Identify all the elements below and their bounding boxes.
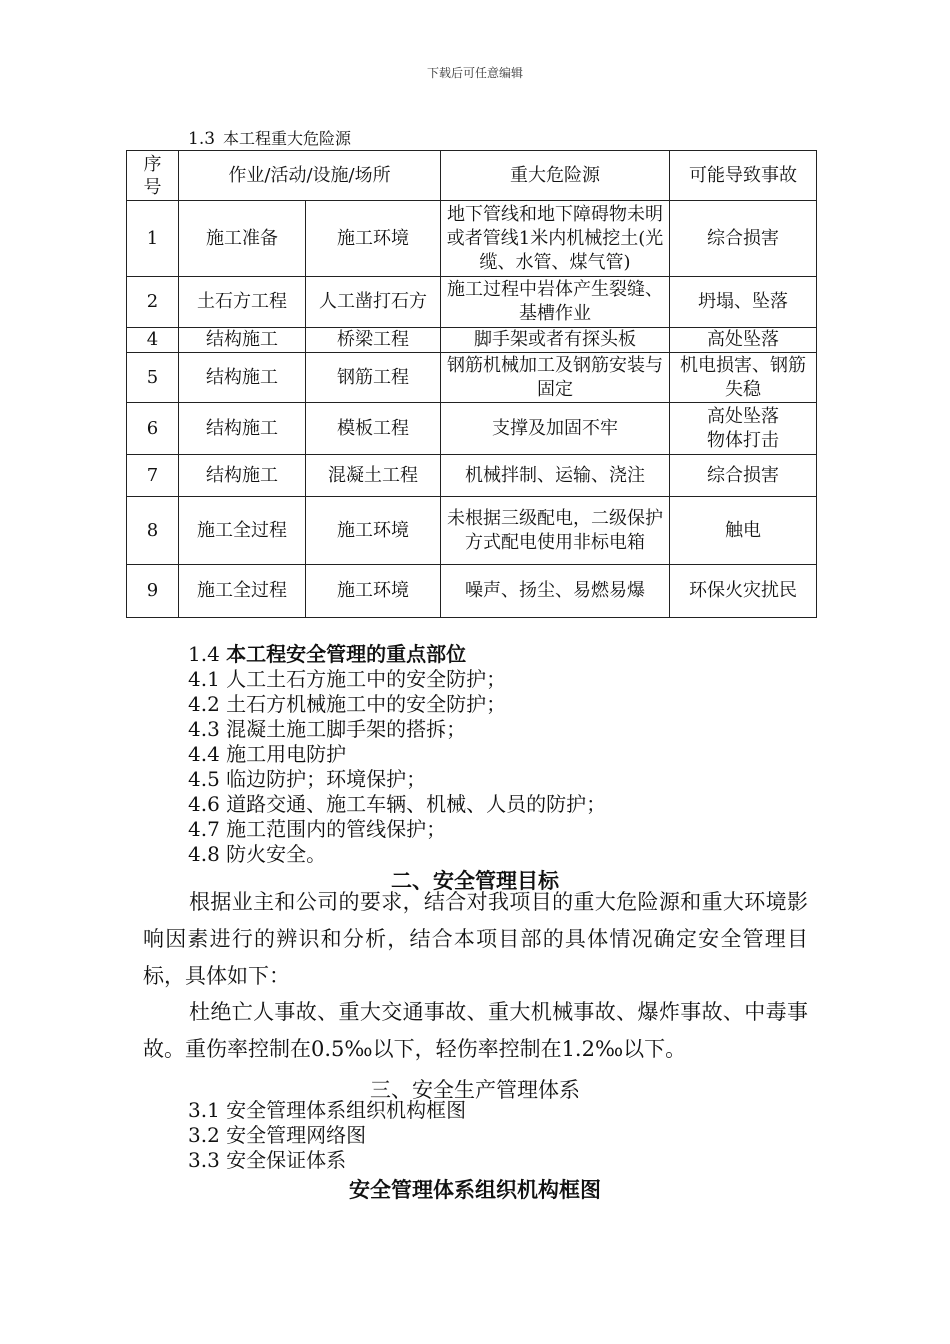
page-header: 下载后可任意编辑 <box>426 66 523 80</box>
cell-hazard: 施工过程中岩体产生裂缝、基槽作业 <box>441 277 670 328</box>
cell-hazard: 支撑及加固不牢 <box>441 403 670 455</box>
table-row <box>127 455 817 497</box>
cell-no: 6 <box>127 403 179 455</box>
section-1-4 <box>188 642 606 867</box>
org-chart-title: 安全管理体系组织机构框图 <box>349 1177 601 1202</box>
header-cell-hazard: 重大危险源 <box>441 151 670 201</box>
header-cell-no: 序号 <box>127 151 179 201</box>
list-item: 4.2 土石方机械施工中的安全防护； <box>188 692 507 716</box>
table-row <box>127 353 817 403</box>
cell-place: 施工环境 <box>306 201 441 277</box>
list-item: 4.7 施工范围内的管线保护； <box>188 817 447 841</box>
cell-activity: 结构施工 <box>179 455 306 497</box>
cell-place: 施工环境 <box>306 565 441 618</box>
cell-accident: 触电 <box>670 497 817 565</box>
list-item: 3.1 安全管理体系组织机构框图 <box>188 1098 467 1122</box>
table-header-row <box>127 151 817 201</box>
hazard-table <box>126 150 817 618</box>
cell-hazard: 机械拌制、运输、浇注 <box>441 455 670 497</box>
cell-accident: 高处坠落 <box>670 328 817 353</box>
cell-accident: 高处坠落 物体打击 <box>670 403 817 455</box>
table-row <box>127 565 817 618</box>
paragraph: 杜绝亡人事故、重大交通事故、重大机械事故、爆炸事故、中毒事故。重伤率控制在0.5‰以下，轻伤率控制在1.2‰以下。 <box>143 1000 808 1061</box>
cell-no: 9 <box>127 565 179 618</box>
cell-no: 7 <box>127 455 179 497</box>
list-item: 4.8 防火安全。 <box>188 842 327 866</box>
cell-place: 施工环境 <box>306 497 441 565</box>
cell-activity: 施工全过程 <box>179 565 306 618</box>
cell-accident: 机电损害、钢筋失稳 <box>670 353 817 403</box>
list-item: 4.3 混凝土施工脚手架的搭拆； <box>188 717 467 741</box>
list-item: 4.4 施工用电防护 <box>188 742 347 766</box>
cell-no: 4 <box>127 328 179 353</box>
section-3-heading: 三、安全生产管理体系 <box>370 1078 580 1102</box>
cell-hazard: 脚手架或者有探头板 <box>441 328 670 353</box>
table-row <box>127 201 817 277</box>
table-row <box>127 497 817 565</box>
cell-activity: 结构施工 <box>179 353 306 403</box>
cell-place: 混凝土工程 <box>306 455 441 497</box>
header-cell-accident: 可能导致事故 <box>670 151 817 201</box>
paragraph: 根据业主和公司的要求，结合对我项目的重大危险源和重大环境影响因素进行的辨识和分析，结合本项目部的具体情况确定安全管理目标，具体如下： <box>143 890 808 988</box>
cell-no: 1 <box>127 201 179 277</box>
list-item: 3.2 安全管理网络图 <box>188 1123 367 1147</box>
cell-accident: 环保火灾扰民 <box>670 565 817 618</box>
cell-place: 人工凿打石方 <box>306 277 441 328</box>
cell-activity: 结构施工 <box>179 328 306 353</box>
cell-hazard: 钢筋机械加工及钢筋安装与固定 <box>441 353 670 403</box>
section-1-3-heading <box>188 126 351 149</box>
section-title: 本工程安全管理的重点部位 <box>226 642 467 666</box>
cell-place: 模板工程 <box>306 403 441 455</box>
section-1-4-heading <box>188 642 606 667</box>
cell-accident: 坍塌、坠落 <box>670 277 817 328</box>
table-row <box>127 277 817 328</box>
table-row <box>127 403 817 455</box>
cell-place: 钢筋工程 <box>306 353 441 403</box>
cell-no: 8 <box>127 497 179 565</box>
cell-activity: 结构施工 <box>179 403 306 455</box>
cell-activity: 施工全过程 <box>179 497 306 565</box>
list-item: 4.5 临边防护；环境保护； <box>188 767 427 791</box>
cell-place: 桥梁工程 <box>306 328 441 353</box>
cell-hazard: 未根据三级配电，二级保护方式配电使用非标电箱 <box>441 497 670 565</box>
cell-hazard: 噪声、扬尘、易燃易爆 <box>441 565 670 618</box>
cell-activity: 土石方工程 <box>179 277 306 328</box>
list-item: 3.3 安全保证体系 <box>188 1148 347 1172</box>
cell-no: 2 <box>127 277 179 328</box>
list-item: 4.1 人工土石方施工中的安全防护； <box>188 667 507 691</box>
section-3-list <box>188 1098 466 1173</box>
cell-accident: 综合损害 <box>670 201 817 277</box>
list-item: 4.6 道路交通、施工车辆、机械、人员的防护； <box>188 792 607 816</box>
cell-activity: 施工准备 <box>179 201 306 277</box>
header-cell-activity: 作业/活动/设施/场所 <box>179 151 441 201</box>
section-title: 本工程重大危险源 <box>223 129 352 148</box>
cell-accident: 综合损害 <box>670 455 817 497</box>
table-row <box>127 328 817 353</box>
cell-hazard: 地下管线和地下障碍物未明或者管线1米内机械挖土(光缆、水管、煤气管) <box>441 201 670 277</box>
section-number: 1.4 <box>188 642 220 666</box>
section-2-heading: 二、安全管理目标 <box>391 868 559 893</box>
section-number: 1.3 <box>188 129 216 149</box>
cell-no: 5 <box>127 353 179 403</box>
